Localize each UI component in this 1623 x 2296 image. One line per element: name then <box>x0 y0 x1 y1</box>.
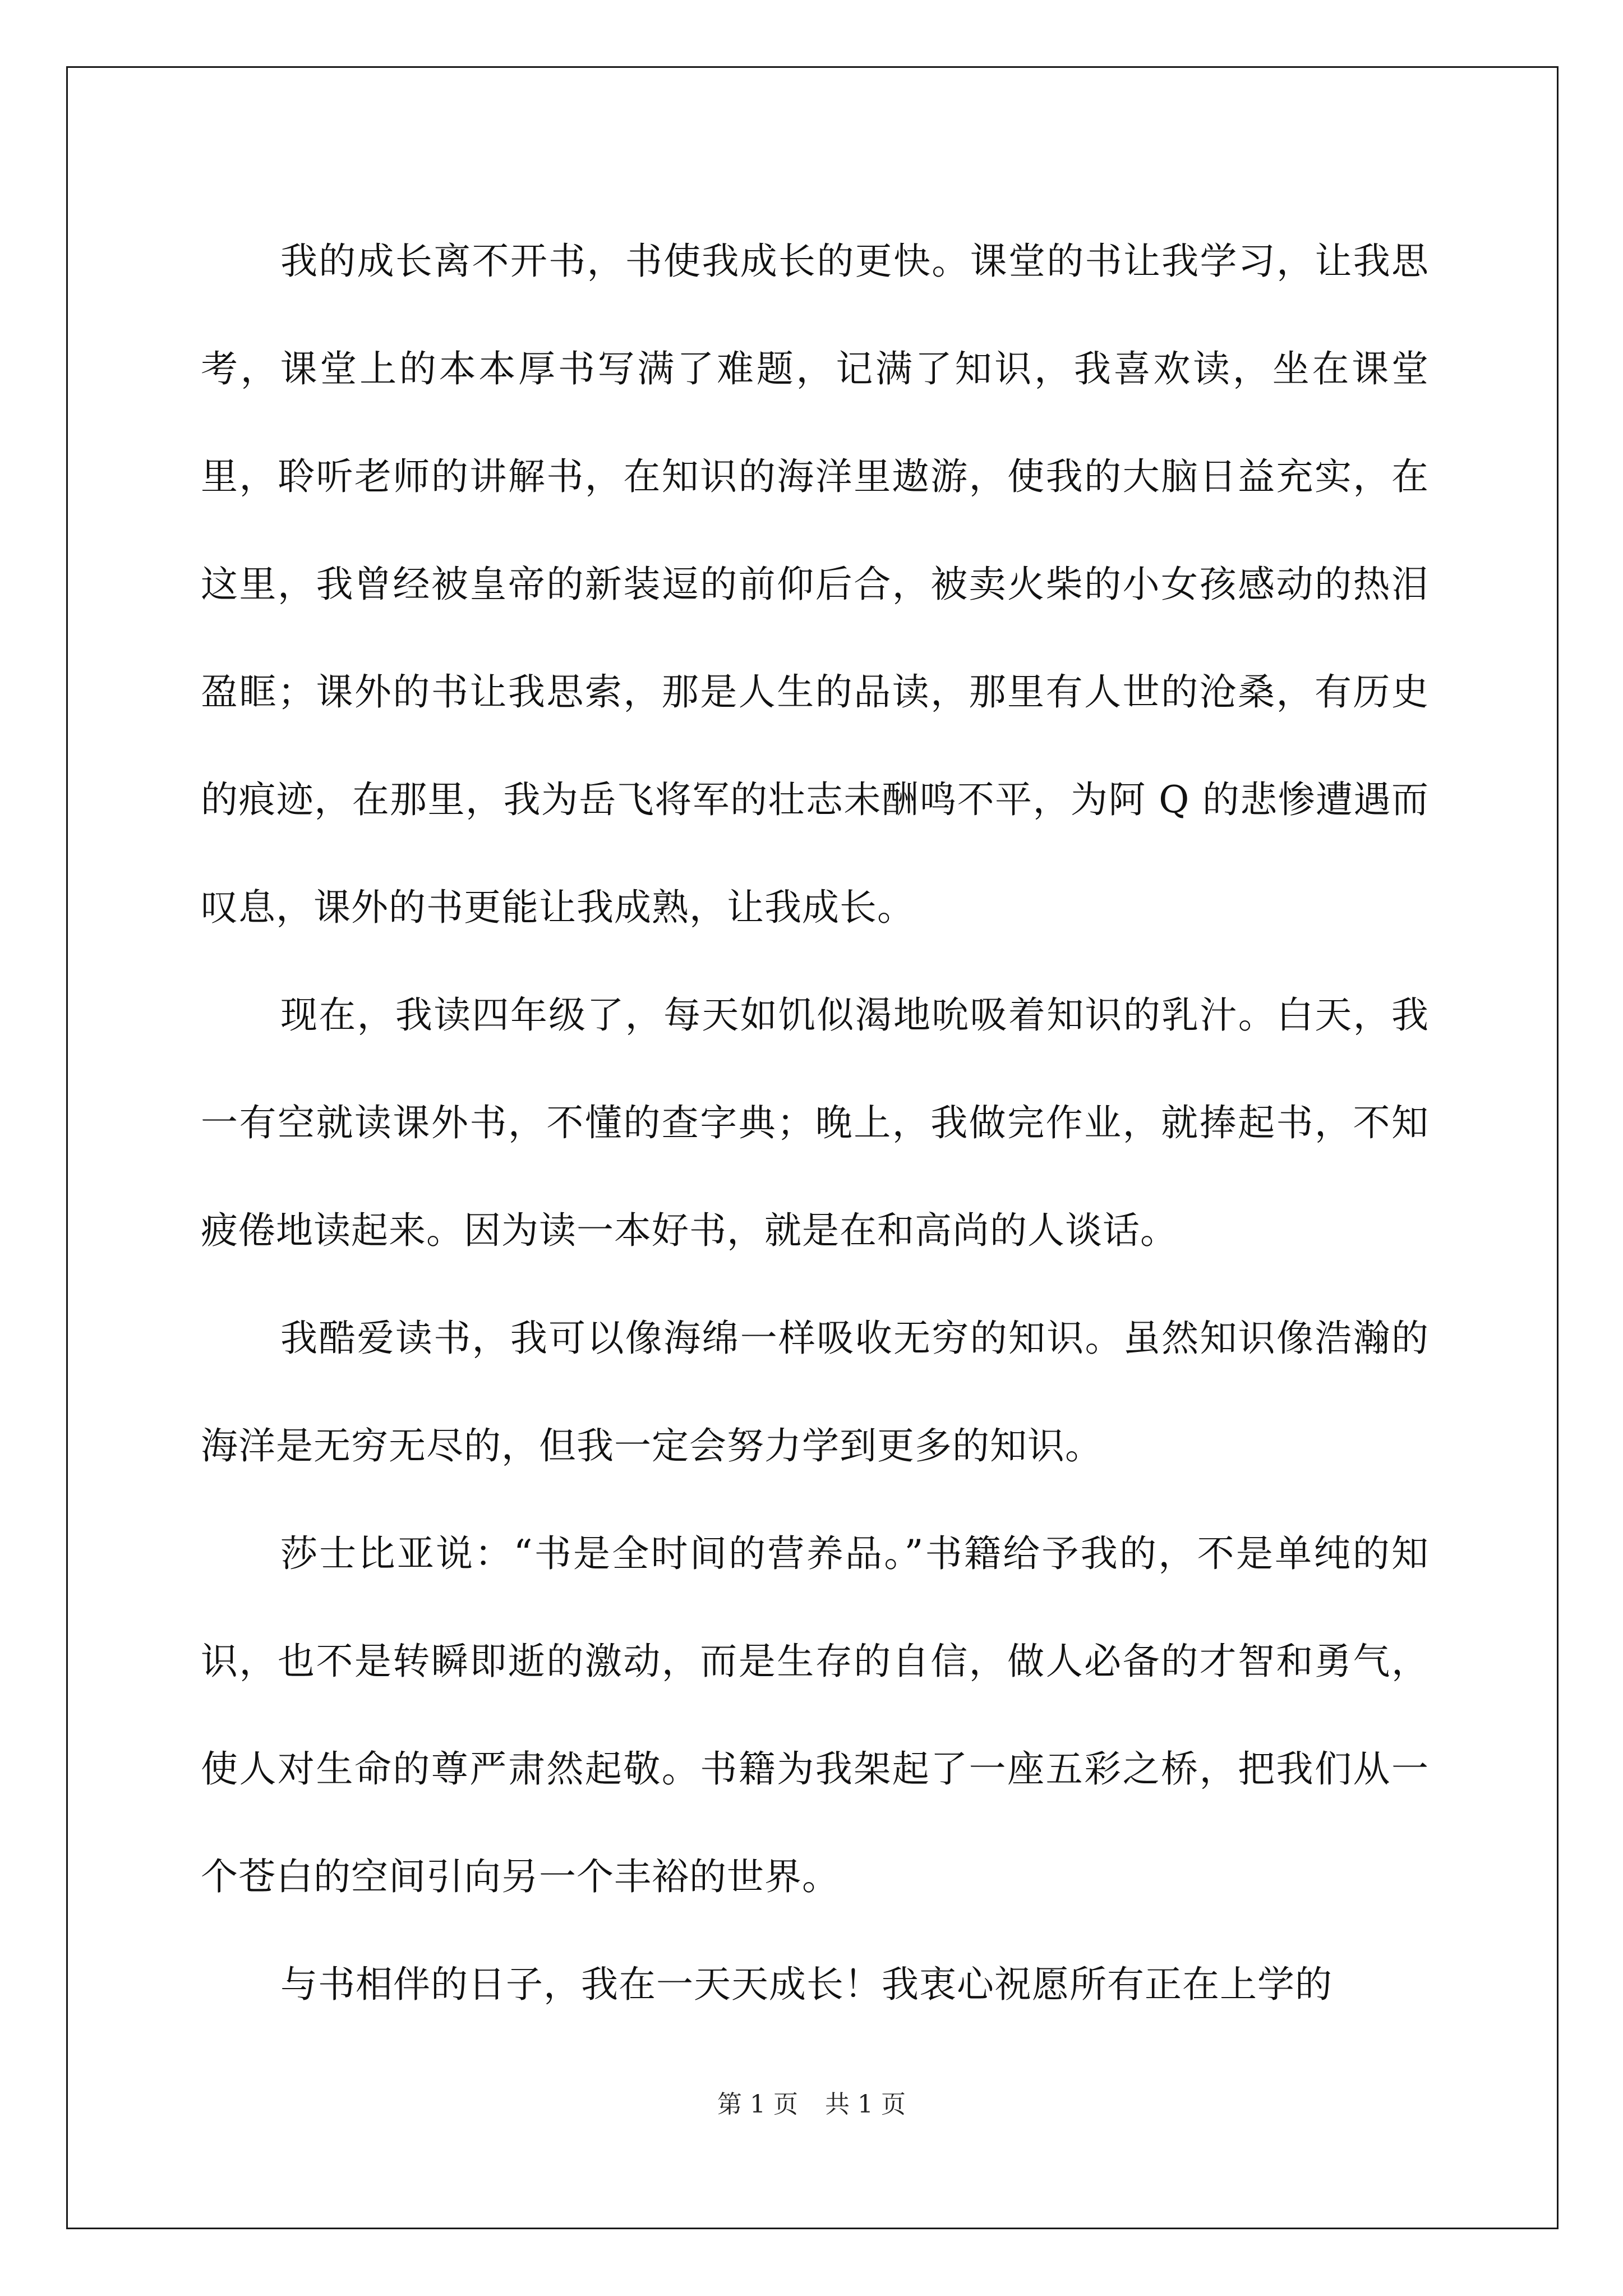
page-number: 第 1 页 <box>717 2090 798 2119</box>
page-footer <box>0 2088 1623 2122</box>
paragraph-1: 我的成长离不开书，书使我成长的更快。课堂的书让我学习，让我思考，课堂上的本本厚书写满了难题，记满了知识，我喜欢读，坐在课堂里，聆听老师的讲解书，在知识的海洋里遨游，使我的大脑日益充实，在这里，我曾经被皇帝的新装逗的前仰后合，被卖火柴的小女孩感动的热泪盈眶；课外的书让我思索，那是人生的品读，那里有人世的沧桑，有历史的痕迹，在那里，我为岳飞将军的壮志未酬鸣不平，为阿 Q 的悲惨遭遇而叹息，课外的书更能让我成熟，让我成长。 <box>201 240 1429 929</box>
paragraph-3: 我酷爱读书，我可以像海绵一样吸收无穷的知识。虽然知识像浩瀚的海洋是无穷无尽的，但我一定会努力学到更多的知识。 <box>201 1317 1429 1467</box>
paragraph-5: 与书相伴的日子，我在一天天成长！我衷心祝愿所有正在上学的 <box>280 1963 1332 2006</box>
paragraph-2: 现在，我读四年级了，每天如饥似渴地吮吸着知识的乳汁。白天，我一有空就读课外书，不懂的查字典；晚上，我做完作业，就捧起书，不知疲倦地读起来。因为读一本好书，就是在和高尚的人谈话。 <box>201 993 1429 1252</box>
document-body <box>201 208 1429 2039</box>
page-total: 共 1 页 <box>825 2090 906 2119</box>
paragraph-4: 莎士比亚说：“书是全时间的营养品。”书籍给予我的，不是单纯的知识，也不是转瞬即逝的激动，而是生存的自信，做人必备的才智和勇气，使人对生命的尊严肃然起敬。书籍为我架起了一座五彩之桥，把我们从一个苍白的空间引向另一个丰裕的世界。 <box>201 1532 1429 1898</box>
